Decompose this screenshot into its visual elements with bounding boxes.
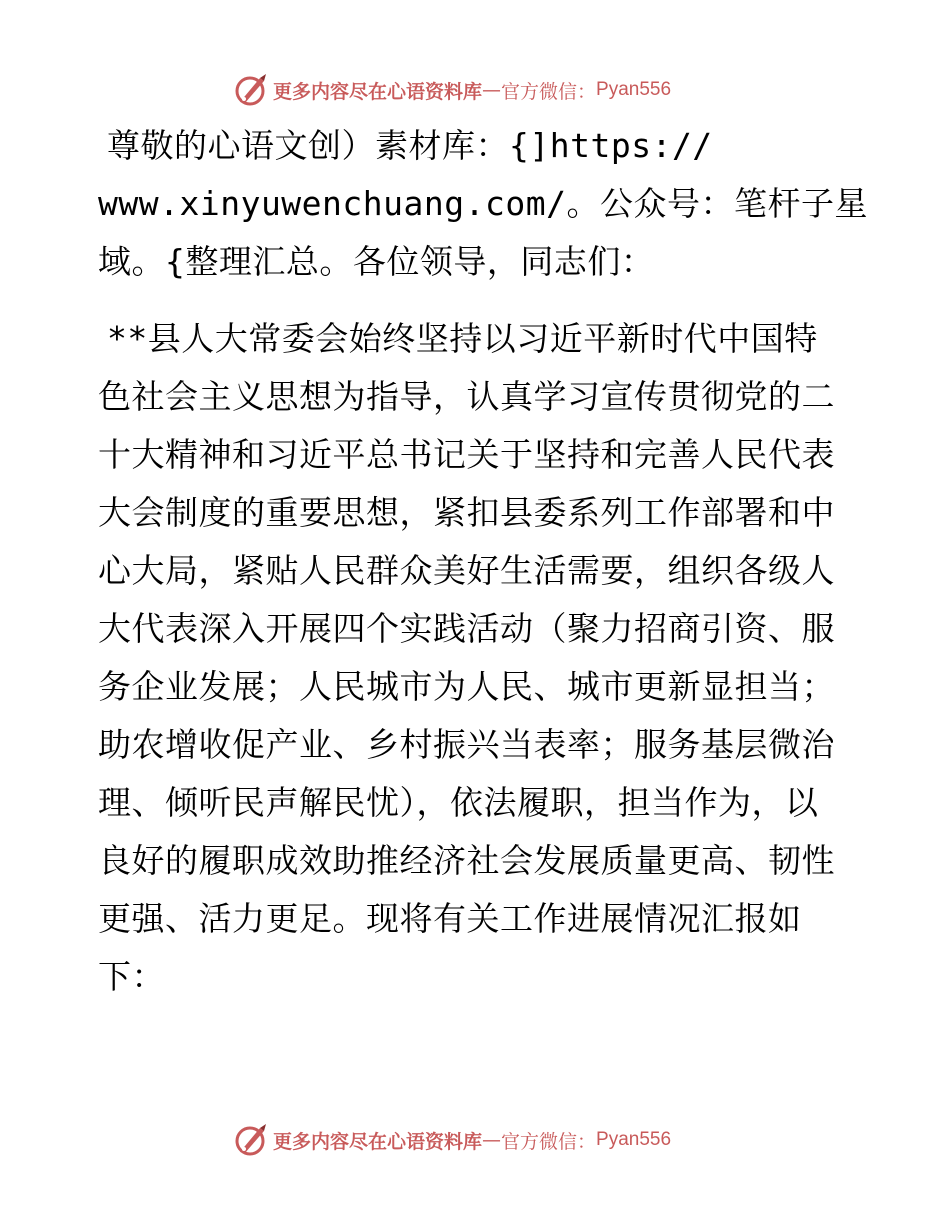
banner-separator: —	[482, 79, 502, 101]
promo-text: 更多内容尽在心语资料库	[273, 80, 483, 103]
body-line: 务企业发展；人民城市为人民、城市更新显担当；	[98, 667, 835, 706]
banner-separator: —	[482, 1129, 502, 1151]
main-paragraph	[98, 310, 850, 1006]
promo-text: 更多内容尽在心语资料库	[273, 1130, 483, 1153]
body-line: 心大局，紧贴人民群众美好生活需要，组织各级人	[98, 551, 835, 590]
intro-line: 域。{整理汇总。各位领导，同志们：	[98, 242, 655, 281]
quill-logo-icon	[233, 1122, 269, 1158]
quill-logo-icon	[233, 72, 269, 108]
intro-line: www.xinyuwenchuang.com/。公众号：笔杆子星	[98, 184, 868, 223]
body-line: 良好的履职成效助推经济社会发展质量更高、韧性	[98, 841, 835, 880]
body-line: 十大精神和习近平总书记关于坚持和完善人民代表	[98, 435, 835, 474]
body-line: 理、倾听民声解民忧），依法履职，担当作为，以	[98, 783, 819, 822]
body-line: 色社会主义思想为指导，认真学习宣传贯彻党的二	[98, 377, 835, 416]
header-banner	[233, 70, 713, 110]
intro-paragraph	[98, 117, 868, 291]
body-line: 大会制度的重要思想，紧扣县委系列工作部署和中	[98, 493, 835, 532]
wechat-label: 官方微信：	[501, 1130, 597, 1153]
body-line: 更强、活力更足。现将有关工作进展情况汇报如	[98, 899, 802, 938]
body-line: **县人大常委会始终坚持以习近平新时代中国特	[107, 319, 818, 358]
wechat-id: Pyan556	[596, 1129, 672, 1150]
body-line: 助农增收促产业、乡村振兴当表率；服务基层微治	[98, 725, 835, 764]
wechat-label: 官方微信：	[501, 80, 597, 103]
body-line: 大代表深入开展四个实践活动（聚力招商引资、服	[98, 609, 835, 648]
intro-line: 尊敬的心语文创）素材库：{]https://	[107, 126, 713, 165]
body-line: 下：	[98, 957, 165, 996]
footer-banner	[233, 1120, 713, 1160]
wechat-id: Pyan556	[596, 79, 672, 100]
